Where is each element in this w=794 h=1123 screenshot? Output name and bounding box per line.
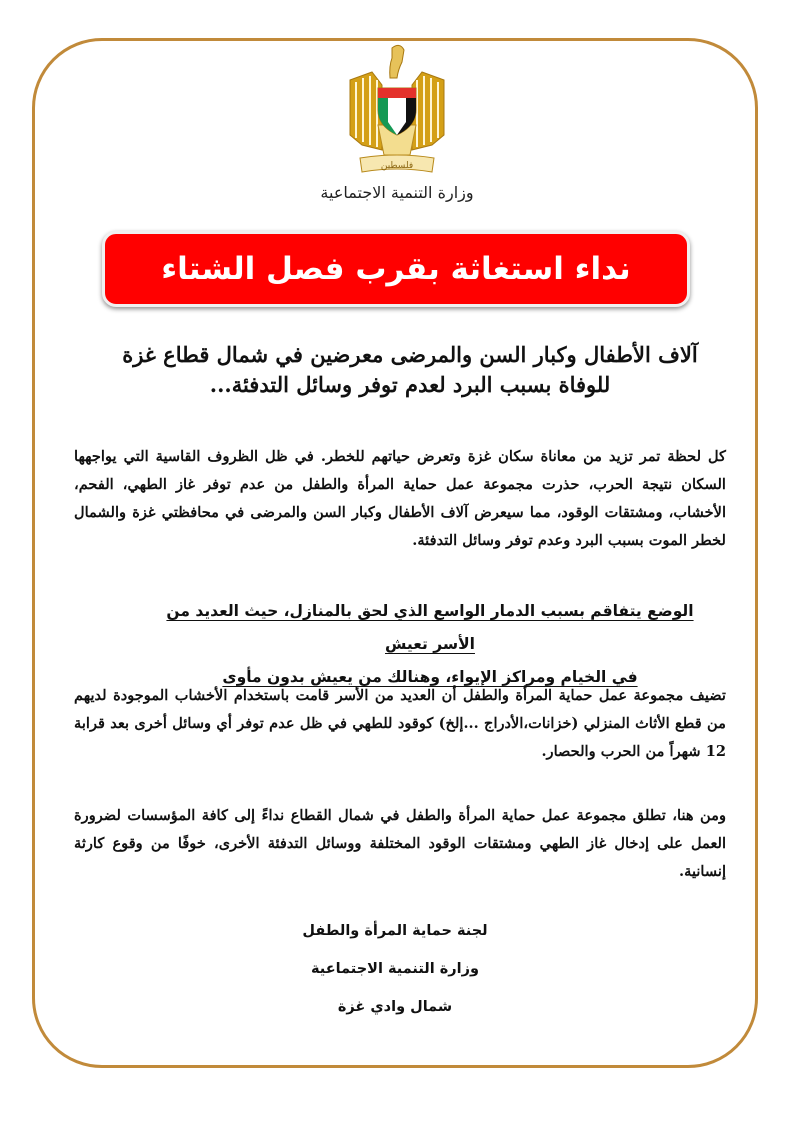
signature-block	[250, 912, 540, 1026]
paragraph-1: كل لحظة تمر تزيد من معاناة سكان غزة وتعرض حياتهم للخطر. في ظل الظروف القاسية التي يواجهها السكان نتيجة الحرب، حذرت مجموعة عمل حماية المرأة والطفل من عدم توفر غاز الطهي، الفحم، الأخشاب، ومشتقات الوقود، مما سيعرض آلاف الأطفال وكبار السن والمرضى في محافظتي غزة والشمال لخطر الموت بسبب البرد وعدم توفر وسائل التدفئة.	[74, 448, 726, 549]
paragraph-3: ومن هنا، تطلق مجموعة عمل حماية المرأة والطفل في شمال القطاع نداءً إلى كافة المؤسسات لضرورة العمل على إدخال غاز الطهي ومشتقات الوقود المختلفة ووسائل التدفئة الأخرى، خوفًا من وقوع كارثة إنسانية.	[74, 807, 726, 880]
signature-line-3: شمال وادي غزة	[337, 999, 453, 1015]
eagle-head	[390, 45, 404, 78]
signature-line-1: لجنة حماية المرأة والطفل	[302, 923, 488, 939]
emblem-scroll-text: فلسطين	[380, 161, 414, 171]
banner-title: نداء استغاثة بقرب فصل الشتاء	[161, 251, 631, 287]
highlight-statement	[150, 595, 710, 694]
highlight-line-1: الوضع يتفاقم بسبب الدمار الواسع الذي لحق بالمنازل، حيث العديد من الأسر تعيش	[166, 602, 694, 653]
paragraph-2: تضيف مجموعة عمل حماية المرأة والطفل أن العديد من الأسر قامت باستخدام الأخشاب الموجودة لديهم من قطع الأثاث المنزلي (خزانات،الأدراج ...إلخ) كوقود للطهي في ظل عدم توفر أي وسائل أخرى بعد قرابة 12 شهراً من الحرب والحصار.	[74, 687, 726, 760]
subtitle-line-1: آلاف الأطفال وكبار السن والمرضى معرضين في شمال قطاع غزة	[122, 342, 698, 367]
signature-line-2: وزارة التنمية الاجتماعية	[311, 961, 479, 977]
subtitle-line-2: للوفاة بسبب البرد لعدم توفر وسائل التدفئة...	[209, 372, 611, 397]
subtitle	[110, 340, 710, 400]
highlight-line-2: في الخيام ومراكز الإيواء، وهنالك من يعيش بدون مأوى	[222, 668, 638, 686]
appeal-banner	[102, 231, 690, 307]
ministry-caption: وزارة التنمية الاجتماعية	[320, 183, 474, 202]
palestine-eagle-emblem	[342, 40, 452, 185]
